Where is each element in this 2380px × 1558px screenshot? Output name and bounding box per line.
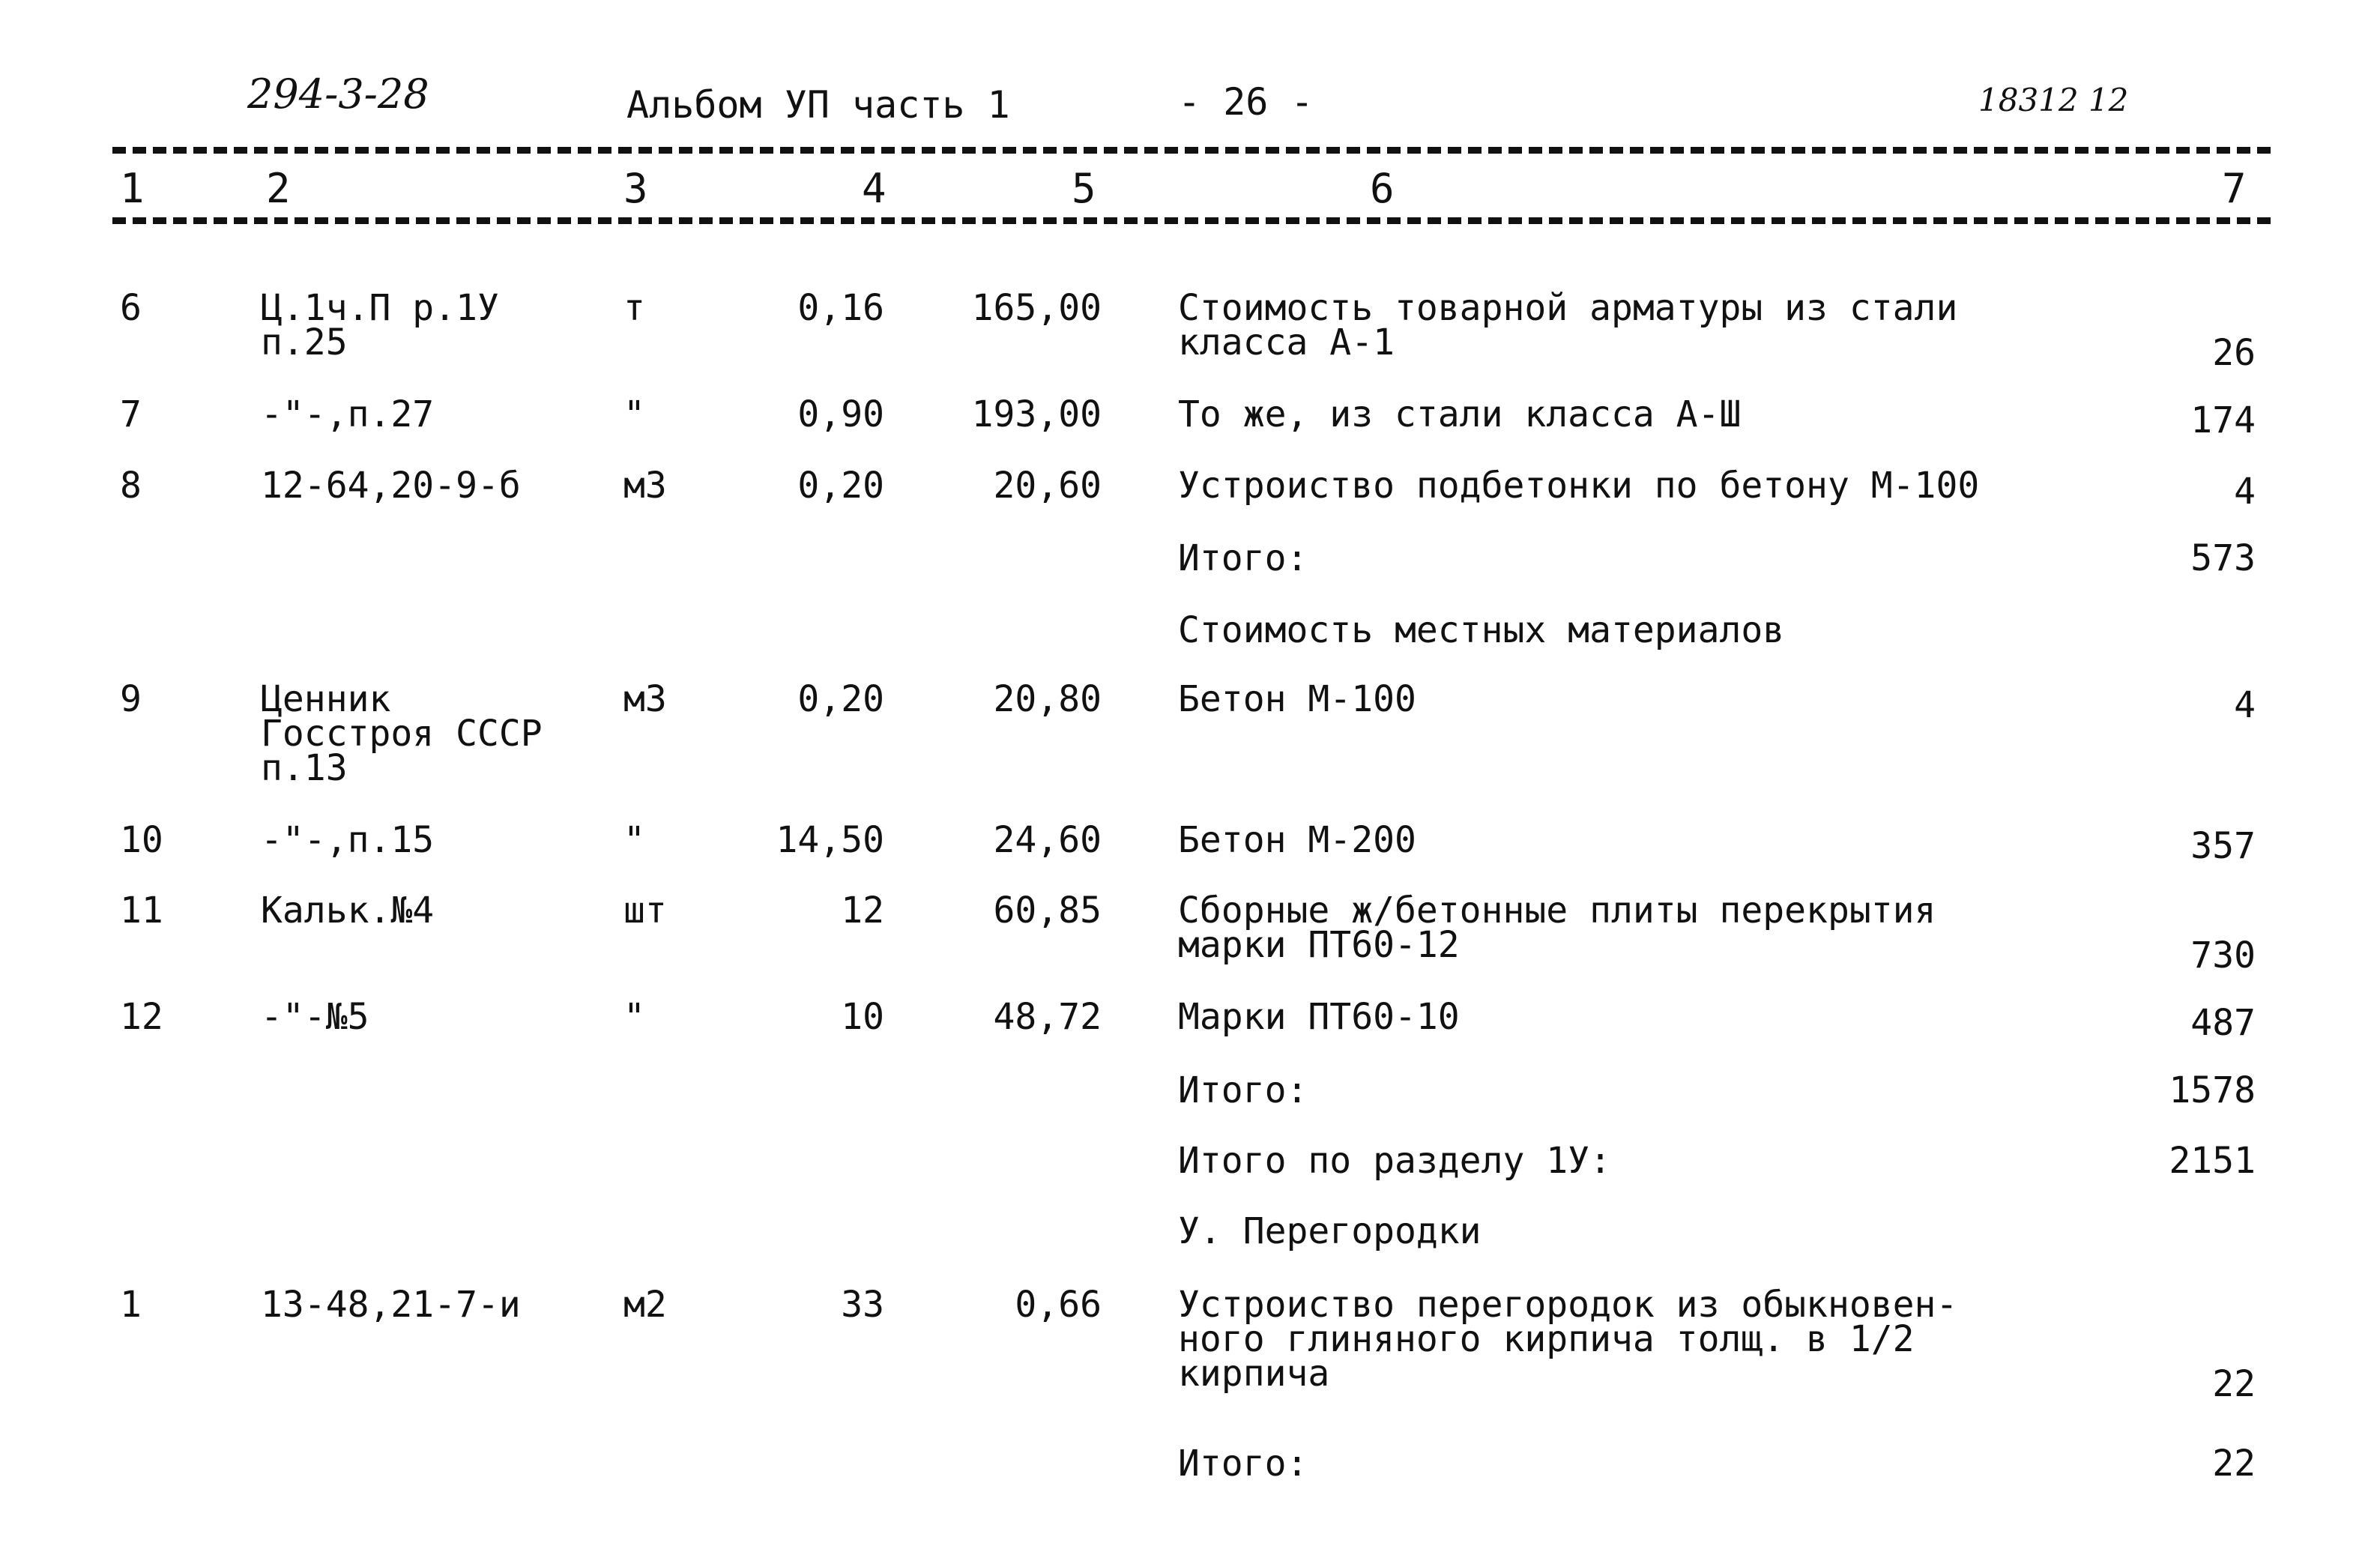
quantity: 14,50 [776,819,884,861]
description: Бетон М-100 [1178,678,1416,720]
section-total-value: 2151 [2169,1140,2256,1182]
quantity: 10 [841,996,884,1038]
description: Марки ПТ60-10 [1178,996,1460,1038]
section-total-label: Итого по разделу 1У: [1178,1140,1611,1182]
doc-code: 294-3-28 [247,70,429,118]
section-heading: Стоимость местных материалов [1178,609,1785,651]
row-number: 10 [120,819,163,861]
section-heading: У. Перегородки [1178,1210,1482,1252]
unit: " [623,819,645,861]
cost: 730 [2190,935,2256,976]
cost: 22 [2212,1363,2256,1405]
quantity: 0,20 [797,465,884,507]
subtotal-value: 22 [2212,1443,2256,1485]
reference: Кальк.№4 [261,890,435,932]
cost: 26 [2212,332,2256,374]
reference: Ц.1ч.П р.1У п.25 [261,287,499,363]
unit-price: 193,00 [971,393,1102,435]
column-number-5: 5 [1072,165,1096,212]
reference: -"-,п.15 [261,819,435,861]
stamp-number: 18312 12 [1978,82,2129,118]
subtotal-value: 1578 [2169,1069,2256,1111]
page-number: - 26 - [1178,80,1314,124]
unit: м3 [623,678,667,720]
unit-price: 165,00 [971,287,1102,329]
unit-price: 48,72 [993,996,1102,1038]
description: Устроиство подбетонки по бетону М-100 [1178,465,1980,507]
unit: шт [623,890,667,932]
unit: " [623,996,645,1038]
quantity: 12 [841,890,884,932]
reference: Ценник Госстроя СССР п.13 [261,678,543,789]
subtotal-value: 573 [2190,537,2256,579]
reference: -"-,п.27 [261,393,435,435]
column-number-2: 2 [266,165,291,212]
column-number-4: 4 [862,165,887,212]
unit: м3 [623,465,667,507]
quantity: 0,20 [797,678,884,720]
header-divider-bottom [112,217,2271,224]
quantity: 0,90 [797,393,884,435]
unit-price: 0,66 [1015,1284,1102,1326]
reference: -"-№5 [261,996,369,1038]
column-number-3: 3 [623,165,648,212]
subtotal-label: Итого: [1178,1069,1308,1111]
column-number-6: 6 [1370,165,1395,212]
description: Стоимость товарной арматуры из стали класса А-1 [1178,287,1958,363]
cost: 4 [2234,684,2256,726]
header-divider-top [112,147,2271,154]
cost: 487 [2190,1002,2256,1044]
row-number: 8 [120,465,142,507]
cost: 174 [2190,399,2256,441]
description: Бетон М-200 [1178,819,1416,861]
quantity: 0,16 [797,287,884,329]
unit-price: 60,85 [993,890,1102,932]
reference: 13-48,21-7-и [261,1284,521,1326]
quantity: 33 [841,1284,884,1326]
unit-price: 20,60 [993,465,1102,507]
unit: м2 [623,1284,667,1326]
row-number: 6 [120,287,142,329]
description: То же, из стали класса А-Ш [1178,393,1742,435]
subtotal-label: Итого: [1178,537,1308,579]
row-number: 9 [120,678,142,720]
cost: 4 [2234,471,2256,513]
unit-price: 20,80 [993,678,1102,720]
row-number: 1 [120,1284,142,1326]
reference: 12-64,20-9-б [261,465,521,507]
unit: т [623,287,645,329]
column-number-7: 7 [2222,165,2247,212]
subtotal-label: Итого: [1178,1443,1308,1485]
row-number: 7 [120,393,142,435]
description: Устроиство перегородок из обыкновен- ного глиняного кирпича толщ. в 1/2 кирпича [1178,1284,1958,1395]
album-title: Альбом УП часть 1 [626,83,1010,127]
row-number: 11 [120,890,163,932]
unit: " [623,393,645,435]
description: Сборные ж/бетонные плиты перекрытия марки ПТ60-12 [1178,890,1936,966]
unit-price: 24,60 [993,819,1102,861]
row-number: 12 [120,996,163,1038]
column-number-1: 1 [120,165,145,212]
cost: 357 [2190,825,2256,867]
